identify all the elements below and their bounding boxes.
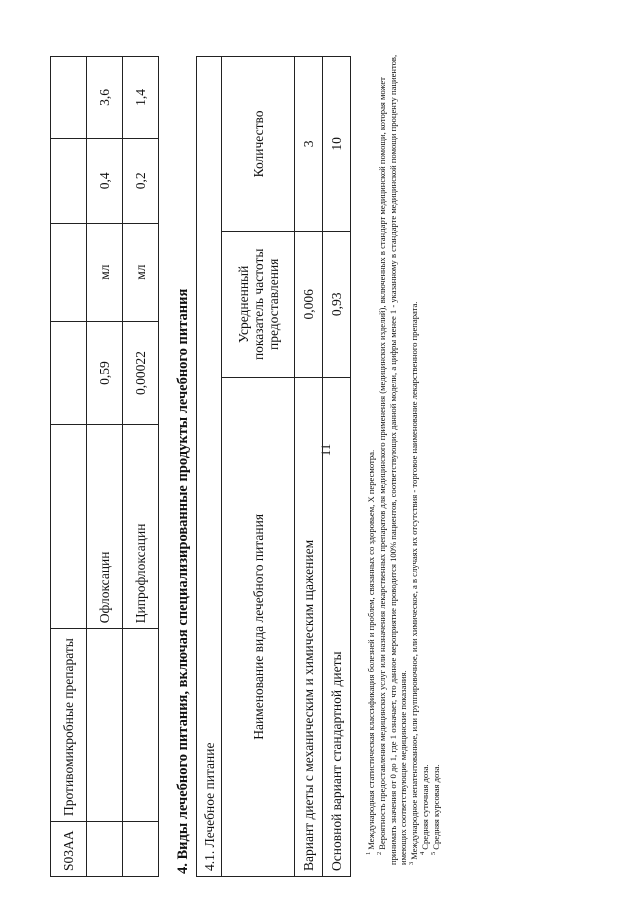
nutrition-table xyxy=(196,56,351,877)
table-row xyxy=(295,57,323,877)
footnote-text: Международная статистическая классификация болезней и проблем, связанных со здоровьем, X пересмотра. xyxy=(366,449,376,850)
footnote-mark: 1 xyxy=(365,851,373,855)
diet-frequency: 0,93 xyxy=(323,231,351,377)
diet-name: Вариант диеты с механическим и химическим щажением xyxy=(295,377,323,876)
medication-table xyxy=(50,56,159,877)
drug-name: Ципрофлоксацин xyxy=(123,425,159,629)
footnote-text: Международное непатентованное, или группировочное, или химическое, а в случаях их отсутствия - торговое наименование лекарственного препарата. xyxy=(409,301,420,860)
empty-cell xyxy=(51,138,87,223)
drug-unit: мл xyxy=(123,223,159,321)
table-caption: 4.1. Лечебное питание xyxy=(197,57,222,877)
table-row xyxy=(123,57,159,877)
footnote-mark: 3 xyxy=(408,861,416,865)
footnote-text: Вероятность предоставления медицинских услуг или назначения лекарственных препаратов для медицинского применения (медицинских изделий), включенных в стандарт медицинской помощи, которая может принимать значения от 0 до 1, где 1 означает, что данное мероприятие проводится 100% пациентов, соответствующих данной модели, а цифры менее 1 - указанному в стандарте медицинской помощи проценту пациентов, имеющих соответствующие медицинские показания. xyxy=(376,54,409,865)
page-number: 11 xyxy=(318,443,333,457)
footnote-mark: 2 xyxy=(375,851,383,855)
empty-cell xyxy=(51,425,87,629)
empty-cell xyxy=(87,629,123,822)
empty-cell xyxy=(51,57,87,139)
drug-frequency: 0,00022 xyxy=(123,321,159,425)
drug-frequency: 0,59 xyxy=(87,321,123,425)
table-caption-row xyxy=(197,57,222,877)
diet-name: Основной вариант стандартной диеты xyxy=(323,377,351,876)
footnotes xyxy=(366,37,626,865)
diet-quantity: 3 xyxy=(295,57,323,232)
footnote xyxy=(409,37,420,865)
header-frequency: Усредненный показатель частоты предоставления xyxy=(222,231,295,377)
drug-daily-dose: 0,2 xyxy=(123,138,159,223)
empty-cell xyxy=(87,822,123,877)
table-row xyxy=(87,57,123,877)
footnote-text: Средняя суточная доза. xyxy=(419,764,430,850)
drug-course-dose: 3,6 xyxy=(87,57,123,139)
group-name: Противомикробные препараты xyxy=(51,629,87,822)
footnote-text: Средняя курсовая доза. xyxy=(430,764,441,850)
table-row xyxy=(51,57,87,877)
diet-frequency: 0,006 xyxy=(295,231,323,377)
footnote-mark: 5 xyxy=(429,851,437,855)
table-row xyxy=(323,57,351,877)
footnote-mark: 4 xyxy=(419,851,427,855)
footnote xyxy=(431,37,442,865)
header-quantity: Количество xyxy=(222,57,295,232)
drug-daily-dose: 0,4 xyxy=(87,138,123,223)
empty-cell xyxy=(51,321,87,425)
footnote xyxy=(377,37,409,865)
empty-cell xyxy=(123,822,159,877)
atc-code: S03AA xyxy=(51,822,87,877)
rotated-content xyxy=(50,23,630,877)
header-name: Наименование вида лечебного питания xyxy=(222,377,295,876)
drug-unit: мл xyxy=(87,223,123,321)
section-title: 4. Виды лечебного питания, включая специализированные продукты лечебного питания xyxy=(175,288,191,874)
drug-course-dose: 1,4 xyxy=(123,57,159,139)
empty-cell xyxy=(123,629,159,822)
empty-cell xyxy=(51,223,87,321)
footnote xyxy=(420,37,431,865)
footnote xyxy=(366,37,377,865)
diet-quantity: 10 xyxy=(323,57,351,232)
drug-name: Офлоксацин xyxy=(87,425,123,629)
table-header-row xyxy=(222,57,295,877)
